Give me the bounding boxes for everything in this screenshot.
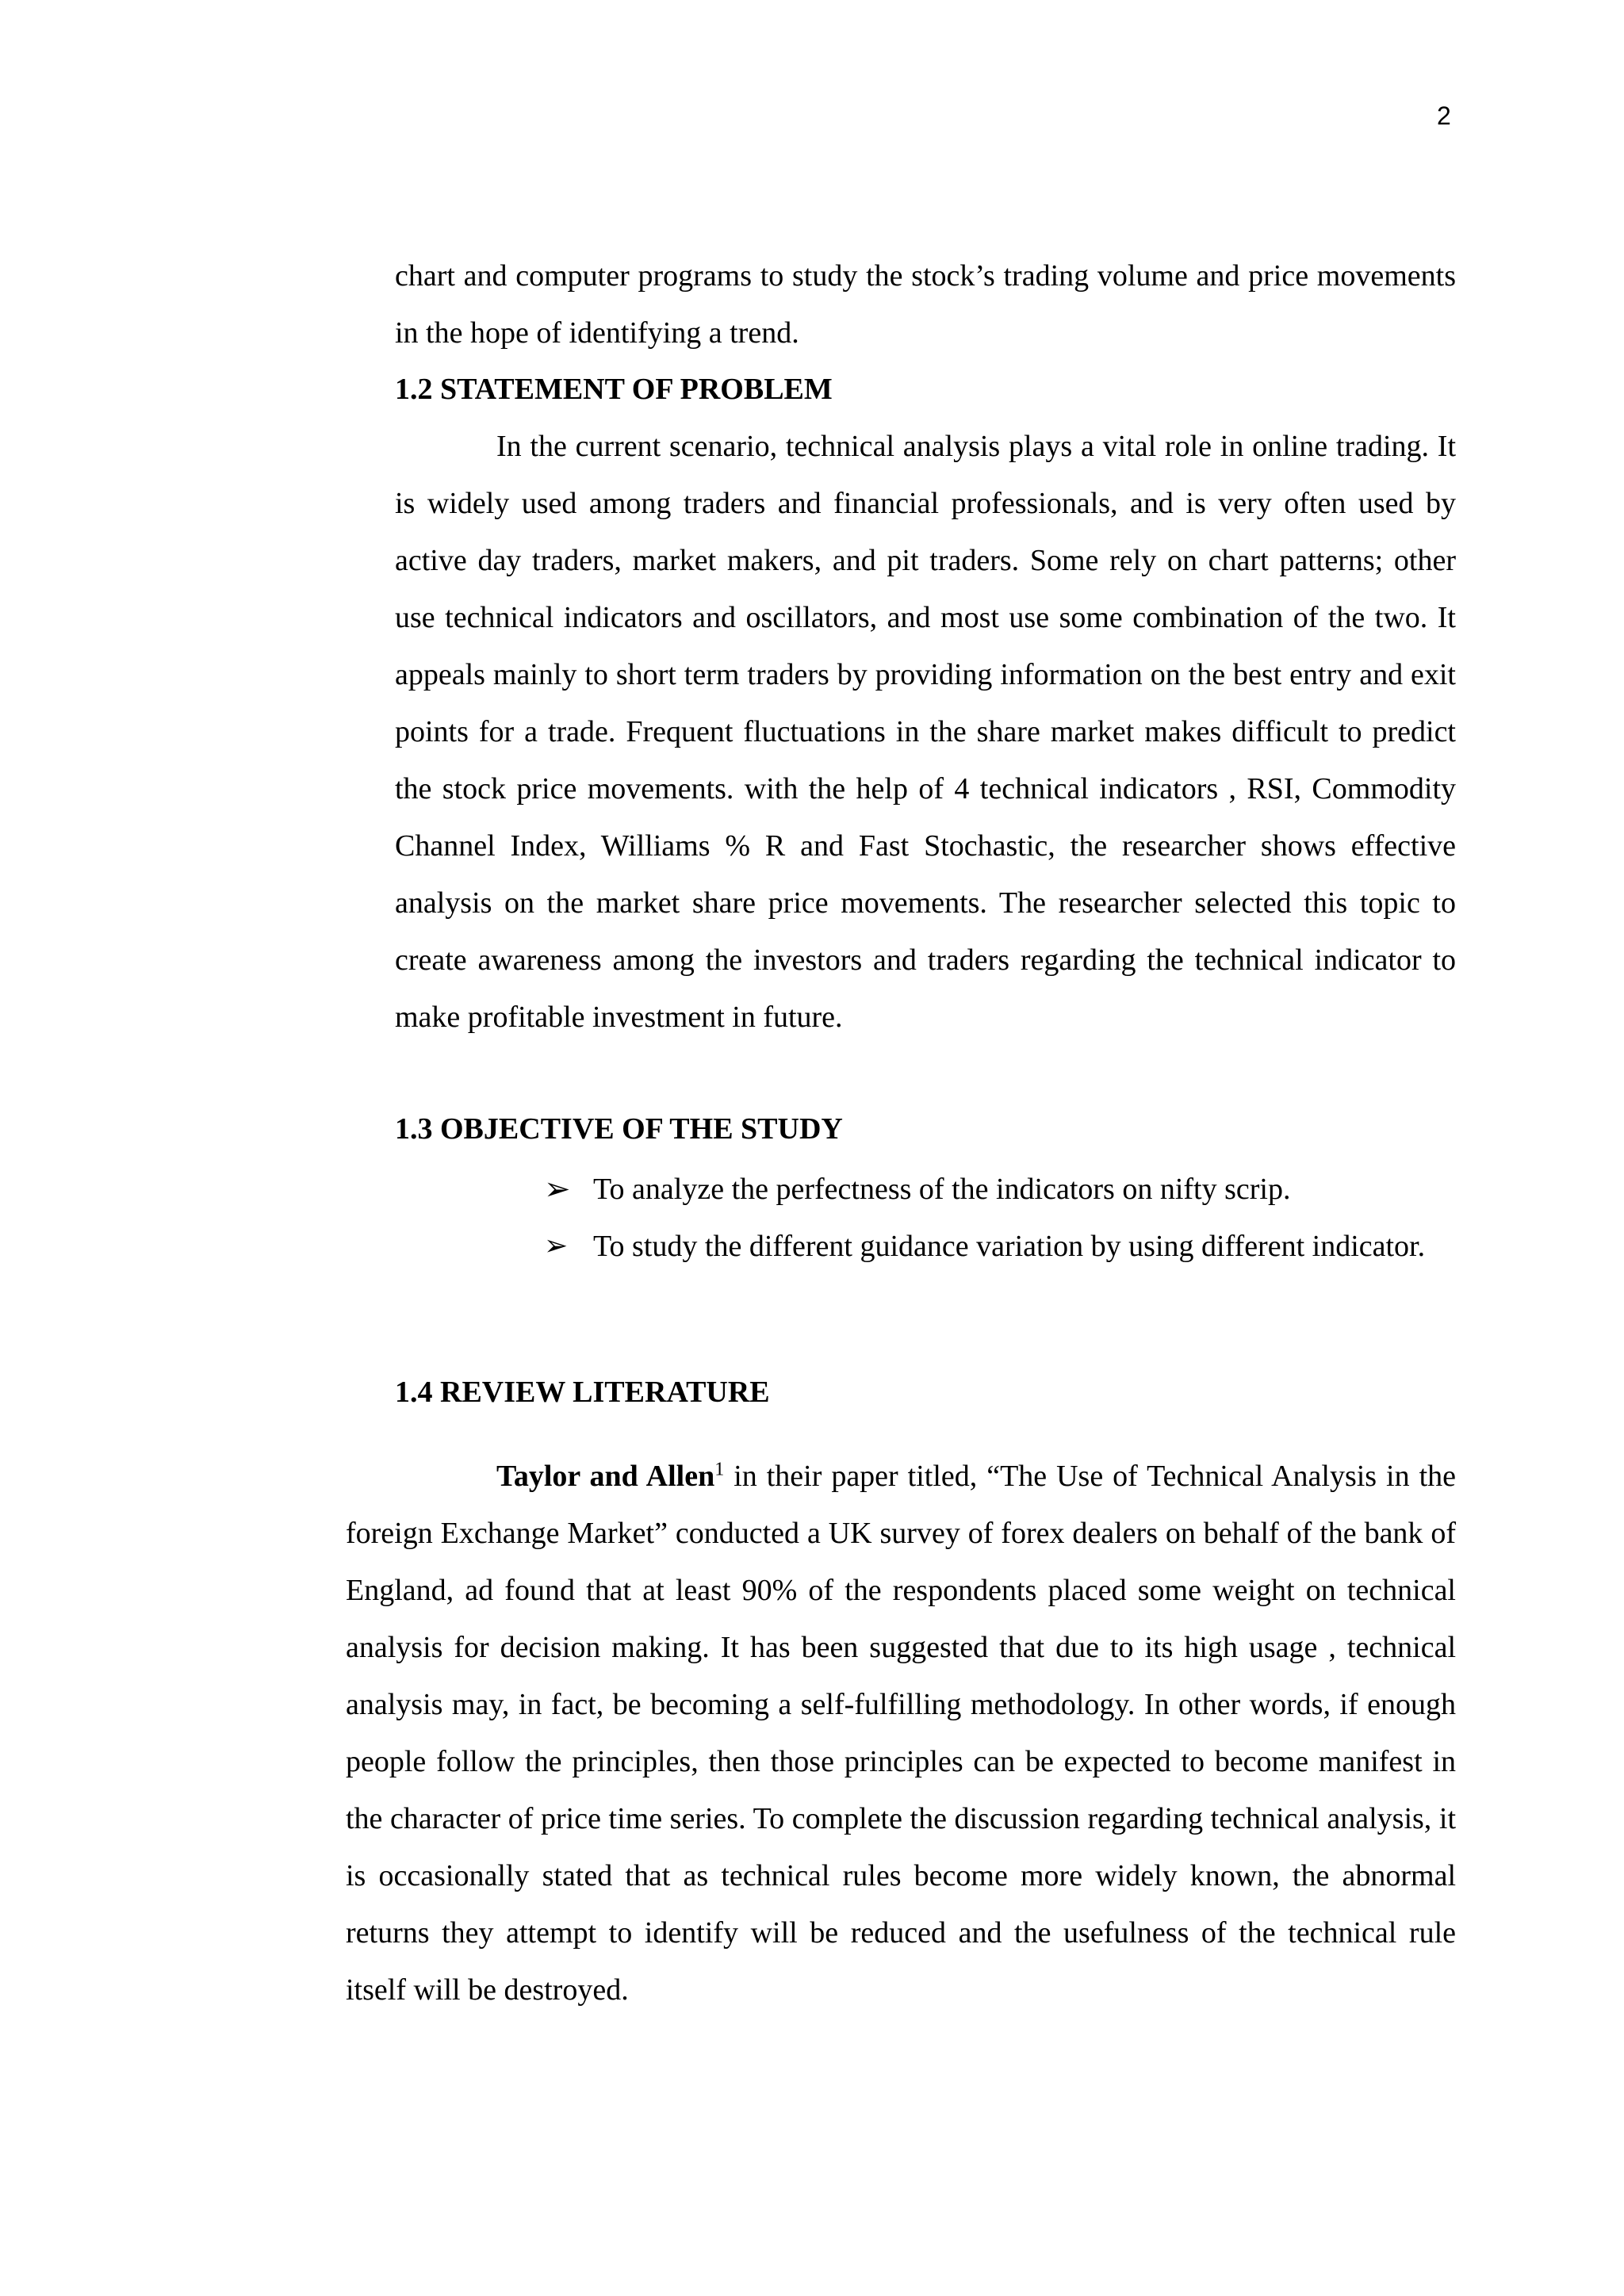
review-literature-paragraph <box>346 1448 1456 2019</box>
arrowhead-bullet-icon: ➢ <box>544 1230 569 1262</box>
objective-text: To analyze the perfectness of the indicators on nifty scrip. <box>593 1173 1291 1206</box>
section-heading-statement-of-problem: 1.2 STATEMENT OF PROBLEM <box>395 373 833 406</box>
objectives-list <box>544 1161 1456 1275</box>
statement-of-problem-paragraph: In the current scenario, technical analysis plays a vital role in online trading. It is widely used among traders and financial professionals, and is very often used by active day traders, market makers, and pit traders. Some rely on chart patterns; other use technical indicators and oscillators, and most use some combination of the two. It appeals mainly to short term traders by providing information on the best entry and exit points for a trade. Frequent fluctuations in the share market makes difficult to predict the stock price movements. with the help of 4 technical indicators , RSI, Commodity Channel Index, Williams % R and Fast Stochastic, the researcher shows effective analysis on the market share price movements. The researcher selected this topic to create awareness among the investors and traders regarding the technical indicator to make profitable investment in future. <box>395 430 1456 1034</box>
intro-paragraph: chart and computer programs to study the stock’s trading volume and price movements in the hope of identifying a trend. <box>395 259 1456 350</box>
objective-text: To study the different guidance variation by using different indicator. <box>593 1230 1426 1263</box>
section-heading-objective-of-the-study: 1.3 OBJECTIVE OF THE STUDY <box>395 1112 843 1146</box>
page-number: 2 <box>1437 101 1451 130</box>
list-item <box>544 1161 1456 1218</box>
arrowhead-bullet-icon: ➢ <box>544 1171 571 1207</box>
author-name: Taylor and Allen <box>496 1460 715 1493</box>
section-heading-review-literature: 1.4 REVIEW LITERATURE <box>395 1376 770 1409</box>
footnote-reference: 1 <box>714 1459 725 1480</box>
list-item <box>544 1218 1456 1275</box>
review-text: in their paper titled, “The Use of Technical Analysis in the foreign Exchange Market” conducted a UK survey of forex dealers on behalf of the bank of England, ad found that at least 90% of the respondents placed some weight on technical analysis for decision making. It has been suggested that due to its high usage , technical analysis may, in fact, be becoming a self-fulfilling methodology. In other words, if enough people follow the principles, then those principles can be expected to become manifest in the character of price time series. To complete the discussion regarding technical analysis, it is occasionally stated that as technical rules become more widely known, the abnormal returns they attempt to identify will be reduced and the usefulness of the technical rule itself will be destroyed. <box>346 1460 1456 2007</box>
